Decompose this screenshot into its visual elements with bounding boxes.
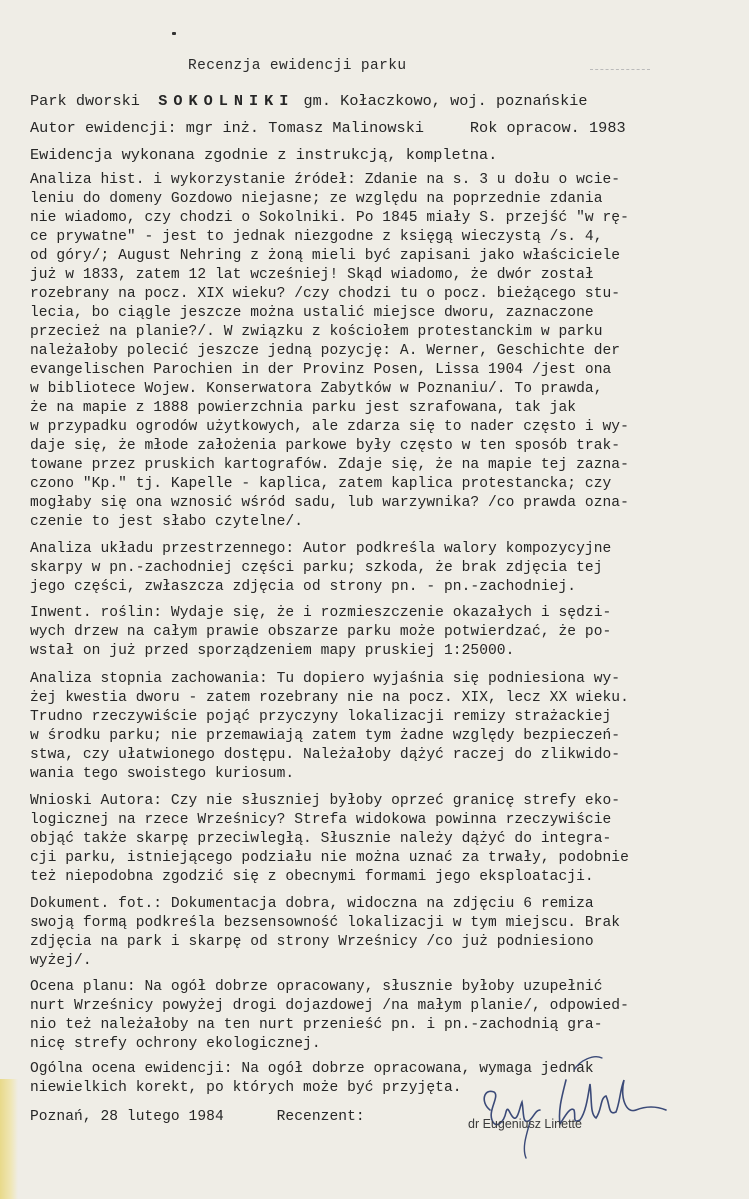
text-line: mogłaby się ona wznosić wśród sadu, lub warzywnika? /co prawda ozna- (30, 495, 629, 511)
text-line: wstał on już przed sporządzeniem mapy pruskiej 1:25000. (30, 643, 515, 659)
text-line: czono "Kp." tj. Kapelle - kaplica, zatem kaplica protestancka; czy (30, 476, 612, 492)
text-line: ce prywatne" - jest to jednak niezgodne z księgą wieczystą /s. 4, (30, 229, 603, 245)
text-line: nurt Wrześnicy powyżej drogi dojazdowej /na małym planie/, odpowied- (30, 998, 629, 1014)
text-line: stwa, czy ułatwionego dostępu. Należałoby dążyć raczej do zlikwido- (30, 747, 621, 763)
title-dashed-line (590, 69, 650, 70)
text-line: wych drzew na całym prawie obszarze parku może potwierdzać, że po- (30, 624, 612, 640)
text-line: Dokument. fot.: Dokumentacja dobra, widoczna na zdjęciu 6 remiza (30, 896, 594, 912)
text-line: Ocena planu: Na ogół dobrze opracowany, słusznie byłoby uzupełnić (30, 979, 603, 995)
text-line: w środku parku; nie przemawiają zatem tym żadne względy bezpieczeń- (30, 728, 621, 744)
text-line: swoją formą podkreśla bezsensowność lokalizacji w tym miejscu. Brak (30, 915, 621, 931)
text-line: Analiza układu przestrzennego: Autor podkreśla walory kompozycyjne (30, 541, 612, 557)
text-line: że na mapie z 1888 powierzchnia parku jest szrafowana, tak jak (30, 400, 577, 416)
text-line: rozebrany na pocz. XIX wieku? /czy chodzi tu o pocz. bieżącego stu- (30, 286, 621, 302)
text-line: objąć także skarpę przeciwległą. Słusznie należy dążyć do integra- (30, 831, 612, 847)
text-line: nie wiadomo, czy chodzi o Sokolniki. Po 1845 miały S. przejść "w rę- (30, 210, 629, 226)
text-line: wyżej/. (30, 953, 92, 969)
closing-line: Poznań, 28 lutego 1984 Recenzent: (30, 1109, 365, 1125)
compliance-line: Ewidencja wykonana zgodnie z instrukcją, kompletna. (30, 146, 498, 164)
text-line: cji parku, istniejącego podziału nie można uznać za trwały, podobnie (30, 850, 629, 866)
author-line: Autor ewidencji: mgr inż. Tomasz Malinowski Rok opracow. 1983 (30, 119, 626, 137)
text-line: też niepodobna zgodzić się z obecnymi formami jego eksploatacji. (30, 869, 594, 885)
text-line: towane przez pruskich kartografów. Zdaje się, że na mapie tej zazna- (30, 457, 629, 473)
text-line: skarpy w pn.-zachodniej części parku; szkoda, że brak zdjęcia tej (30, 560, 603, 576)
text-line: jego części, zwłaszcza zdjęcia od strony pn. - pn.-zachodniej. (30, 579, 577, 595)
text-line: należałoby polecić jeszcze jedną pozycję: A. Werner, Geschichte der (30, 343, 621, 359)
text-line: Wnioski Autora: Czy nie słuszniej byłoby oprzeć granicę strefy eko- (30, 793, 621, 809)
text-line: niewielkich korekt, po których może być przyjęta. (30, 1080, 462, 1096)
park-line (30, 92, 588, 111)
park-name: SOKOLNIKI (158, 92, 295, 110)
signature-name: dr Eugeniusz Linette (468, 1117, 582, 1131)
text-line: Analiza hist. i wykorzystanie źródeł: Zdanie na s. 3 u dołu o wcie- (30, 172, 621, 188)
text-line: evangelischen Parochien in der Provinz Posen, Lissa 1904 /jest ona (30, 362, 612, 378)
text-line: już w 1833, zatem 12 lat wcześniej! Skąd wiadomo, że dwór został (30, 267, 594, 283)
text-line: Ogólna ocena ewidencji: Na ogół dobrze opracowana, wymaga jednak (30, 1061, 594, 1077)
text-line: zdjęcia na park i skarpę od strony Wrześnicy /co już podniesiono (30, 934, 594, 950)
park-location: gm. Kołaczkowo, woj. poznańskie (303, 92, 588, 110)
text-line: wania tego swoistego kuriosum. (30, 766, 295, 782)
park-prefix: Park dworski (30, 92, 140, 110)
text-line: nio też należałoby na ten nurt przenieść pn. i pn.-zachodnią gra- (30, 1017, 603, 1033)
text-line: lecia, bo ciągle jeszcze można ustalić miejsce dworu, zaznaczone (30, 305, 594, 321)
text-line: żej kwestia dworu - zatem rozebrany nie na pocz. XIX, lecz XX wieku. (30, 690, 629, 706)
handwritten-signature (470, 1040, 670, 1170)
text-line: Trudno rzeczywiście pojąć przyczyny lokalizacji remizy strażackiej (30, 709, 612, 725)
text-line: Inwent. roślin: Wydaje się, że i rozmieszczenie okazałych i sędzi- (30, 605, 612, 621)
text-line: Analiza stopnia zachowania: Tu dopiero wyjaśnia się podniesiona wy- (30, 671, 621, 687)
text-line: w bibliotece Wojew. Konserwatora Zabytków w Poznaniu/. To prawda, (30, 381, 603, 397)
text-line: od góry/; August Nehring z żoną mieli być zapisani jako właściciele (30, 248, 621, 264)
text-line: w przypadku ogrodów użytkowych, ale zdarza się to nader często i wy- (30, 419, 629, 435)
text-line: leniu do domeny Gozdowo niejasne; ze względu na poprzednie zdania (30, 191, 603, 207)
text-line: przecież na planie?/. W związku z kościołem protestanckim w parku (30, 324, 603, 340)
text-line: nicę strefy ochrony ekologicznej. (30, 1036, 321, 1052)
paper-edge-stain (0, 1079, 18, 1199)
text-line: daje się, że młode założenia parkowe były często w ten sposób trak- (30, 438, 621, 454)
text-line: logicznej na rzece Wrześnicy? Strefa widokowa powinna rzeczywiście (30, 812, 612, 828)
text-line: czenie to jest słabo czytelne/. (30, 514, 304, 530)
document-title: Recenzja ewidencji parku (188, 58, 407, 74)
ink-dot (172, 32, 176, 35)
